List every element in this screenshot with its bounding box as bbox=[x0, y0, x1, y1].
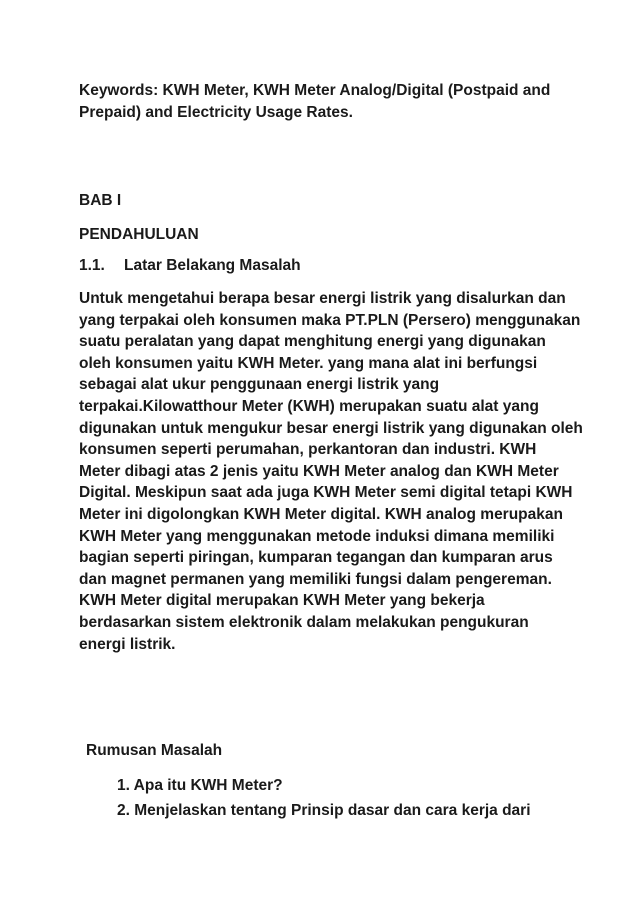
paragraph-line: Meter ini digolongkan KWH Meter digital. KWH analog merupakan bbox=[79, 505, 563, 523]
keywords-paragraph bbox=[79, 80, 579, 124]
rumusan-list bbox=[117, 773, 531, 823]
chapter-label: BAB I bbox=[79, 192, 122, 209]
paragraph-line: sebagai alat ukur penggunaan energi listrik yang bbox=[79, 376, 440, 394]
paragraph-line: Digital. Meskipun saat ada juga KWH Meter semi digital tetapi KWH bbox=[79, 484, 573, 502]
section-heading bbox=[79, 257, 301, 275]
chapter-title: PENDAHULUAN bbox=[79, 226, 199, 243]
section-number: 1.1. bbox=[79, 257, 105, 274]
paragraph-line: KWH Meter yang menggunakan metode induksi dimana memiliki bbox=[79, 527, 555, 545]
paragraph-line: oleh konsumen yaitu KWH Meter. yang mana alat ini berfungsi bbox=[79, 354, 538, 372]
paragraph-line: suatu peralatan yang dapat menghitung energi yang digunakan bbox=[79, 333, 546, 351]
paragraph-line: Meter dibagi atas 2 jenis yaitu KWH Meter analog dan KWH Meter bbox=[79, 462, 559, 480]
paragraph-line: KWH Meter digital merupakan KWH Meter yang bekerja bbox=[79, 592, 485, 610]
paragraph-line: berdasarkan sistem elektronik dalam melakukan pengukuran bbox=[79, 613, 529, 631]
paragraph-line: yang terpakai oleh konsumen maka PT.PLN (Persero) menggunakan bbox=[79, 311, 581, 329]
paragraph-line: bagian seperti piringan, kumparan tegangan dan kumparan arus bbox=[79, 549, 553, 567]
paragraph-line: energi listrik. bbox=[79, 635, 176, 653]
keywords-line: Prepaid) and Electricity Usage Rates. bbox=[79, 104, 353, 121]
keywords-line: Keywords: KWH Meter, KWH Meter Analog/Digital (Postpaid and bbox=[79, 82, 551, 99]
paragraph-line: dan magnet permanen yang memiliki fungsi dalam pengereman. bbox=[79, 570, 552, 588]
paragraph-line: terpakai.Kilowatthour Meter (KWH) merupakan suatu alat yang bbox=[79, 397, 539, 415]
list-item: 2. Menjelaskan tentang Prinsip dasar dan cara kerja dari bbox=[117, 802, 531, 819]
section-title: Latar Belakang Masalah bbox=[124, 257, 301, 274]
paragraph-line: digunakan untuk mengukur besar energi listrik yang digunakan oleh bbox=[79, 419, 583, 437]
rumusan-heading: Rumusan Masalah bbox=[86, 742, 223, 759]
paragraph-line: Untuk mengetahui berapa besar energi listrik yang disalurkan dan bbox=[79, 290, 566, 307]
background-paragraph bbox=[79, 288, 583, 655]
paragraph-line: konsumen seperti perumahan, perkantoran dan industri. KWH bbox=[79, 441, 537, 459]
list-item: 1. Apa itu KWH Meter? bbox=[117, 777, 283, 794]
